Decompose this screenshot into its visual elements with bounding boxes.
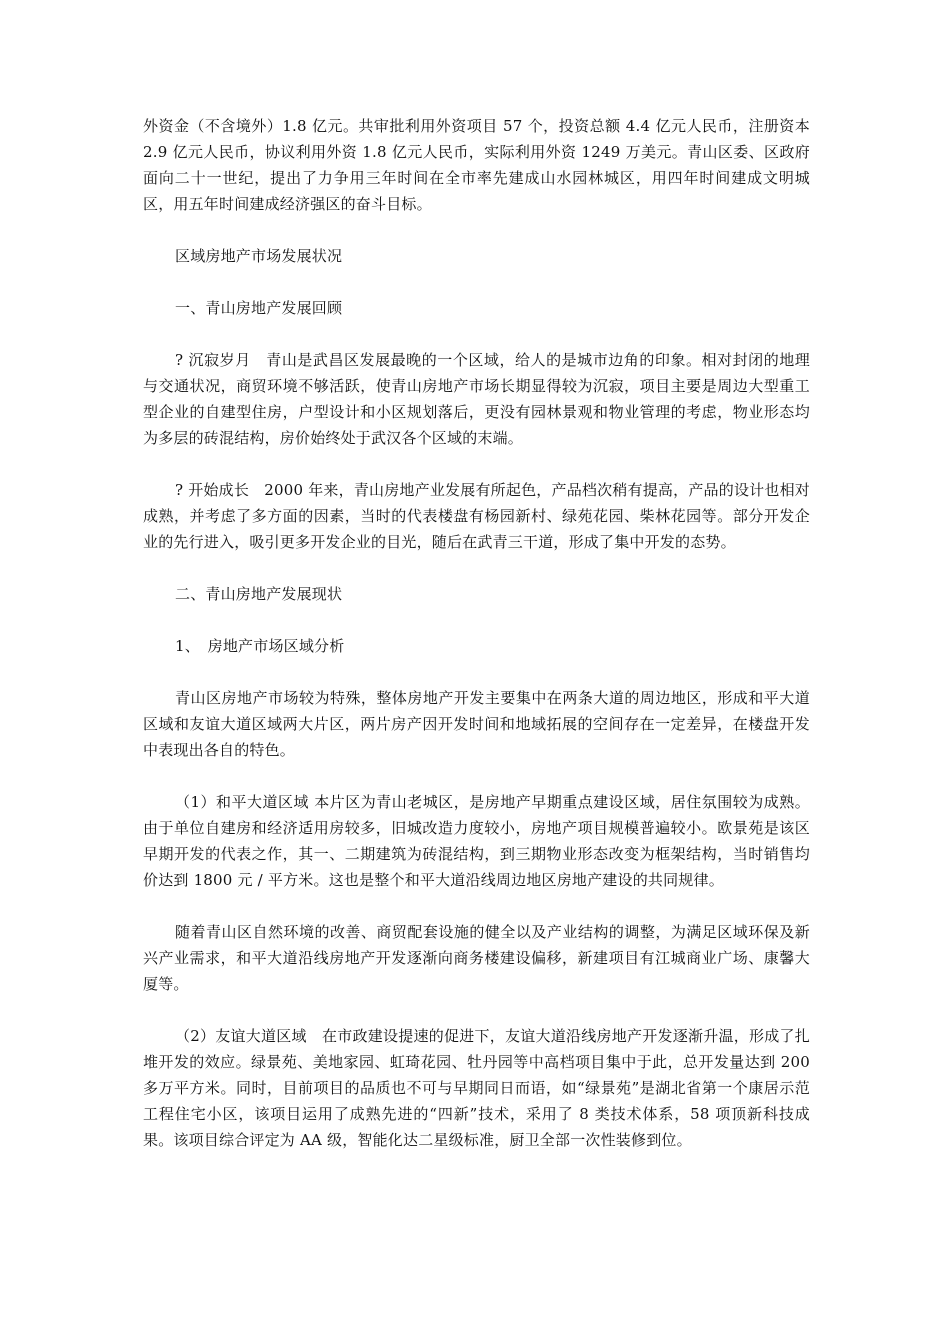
paragraph-commercial-shift: 随着青山区自然环境的改善、商贸配套设施的健全以及产业结构的调整，为满足区域环保及新兴产业需求，和平大道沿线房地产开发逐渐向商务楼建设偏移，新建项目有江城商业广场、康馨大厦等。: [143, 923, 810, 993]
heading-current-status: 二、青山房地产发展现状: [175, 585, 343, 603]
paragraph-growth-start: ? 开始成长 2000 年来，青山房地产业发展有所起色，产品档次稍有提高，产品的设计也相对成熟，并考虑了多方面的因素，当时的代表楼盘有杨园新村、绿苑花园、柴林花园等。部分开发企业的先行进入，吸引更多开发企业的目光，随后在武青三干道，形成了集中开发的态势。: [143, 481, 810, 551]
paragraph-quiet-years: ? 沉寂岁月 青山是武昌区发展最晚的一个区域，给人的是城市边角的印象。相对封闭的地理与交通状况，商贸环境不够活跃，使青山房地产市场长期显得较为沉寂，项目主要是周边大型重工型企业的自建型住房，户型设计和小区规划落后，更没有园林景观和物业管理的考虑，物业形态均为多层的砖混结构，房价始终处于武汉各个区域的末端。: [143, 351, 810, 447]
paragraph-heping-avenue: （1）和平大道区域 本片区为青山老城区，是房地产早期重点建设区域，居住氛围较为成熟。由于单位自建房和经济适用房较多，旧城改造力度较小，房地产项目规模普遍较小。欧景苑是该区早期开发的代表之作，其一、二期建筑为砖混结构，到三期物业形态改变为框架结构，当时销售均价达到 1800 元 / 平方米。这也是整个和平大道沿线周边地区房地产建设的共同规律。: [143, 793, 810, 889]
paragraph-market-overview: 青山区房地产市场较为特殊，整体房地产开发主要集中在两条大道的周边地区，形成和平大道区域和友谊大道区域两大片区，两片房产因开发时间和地域拓展的空间存在一定差异，在楼盘开发中表现出各自的特色。: [143, 689, 810, 759]
paragraph-foreign-investment: 外资金（不含境外）1.8 亿元。共审批利用外资项目 57 个，投资总额 4.4 亿元人民币，注册资本 2.9 亿元人民币，协议利用外资 1.8 亿元人民币，实际利用外资 1249 万美元。青山区委、区政府面向二十一世纪，提出了力争用三年时间在全市率先建成山水园林城区，用四年时间建成文明城区，用五年时间建成经济强区的奋斗目标。: [143, 117, 810, 213]
heading-history-review: 一、青山房地产发展回顾: [175, 299, 343, 317]
paragraph-youyi-avenue: （2）友谊大道区域 在市政建设提速的促进下，友谊大道沿线房地产开发逐渐升温，形成了扎堆开发的效应。绿景苑、美地家园、虹琦花园、牡丹园等中高档项目集中于此，总开发量达到 200 多万平方米。同时，目前项目的品质也不可与早期同日而语，如“绿景苑”是湖北省第一个康居示范工程住宅小区，该项目运用了成熟先进的“四新”技术，采用了 8 类技术体系，58 项顶新科技成果。该项目综合评定为 AA 级，智能化达二星级标准，厨卫全部一次性装修到位。: [143, 1027, 810, 1149]
heading-market-status: 区域房地产市场发展状况: [175, 247, 343, 265]
document-page: [143, 113, 810, 1179]
heading-regional-analysis: 1、 房地产市场区域分析: [175, 637, 345, 655]
